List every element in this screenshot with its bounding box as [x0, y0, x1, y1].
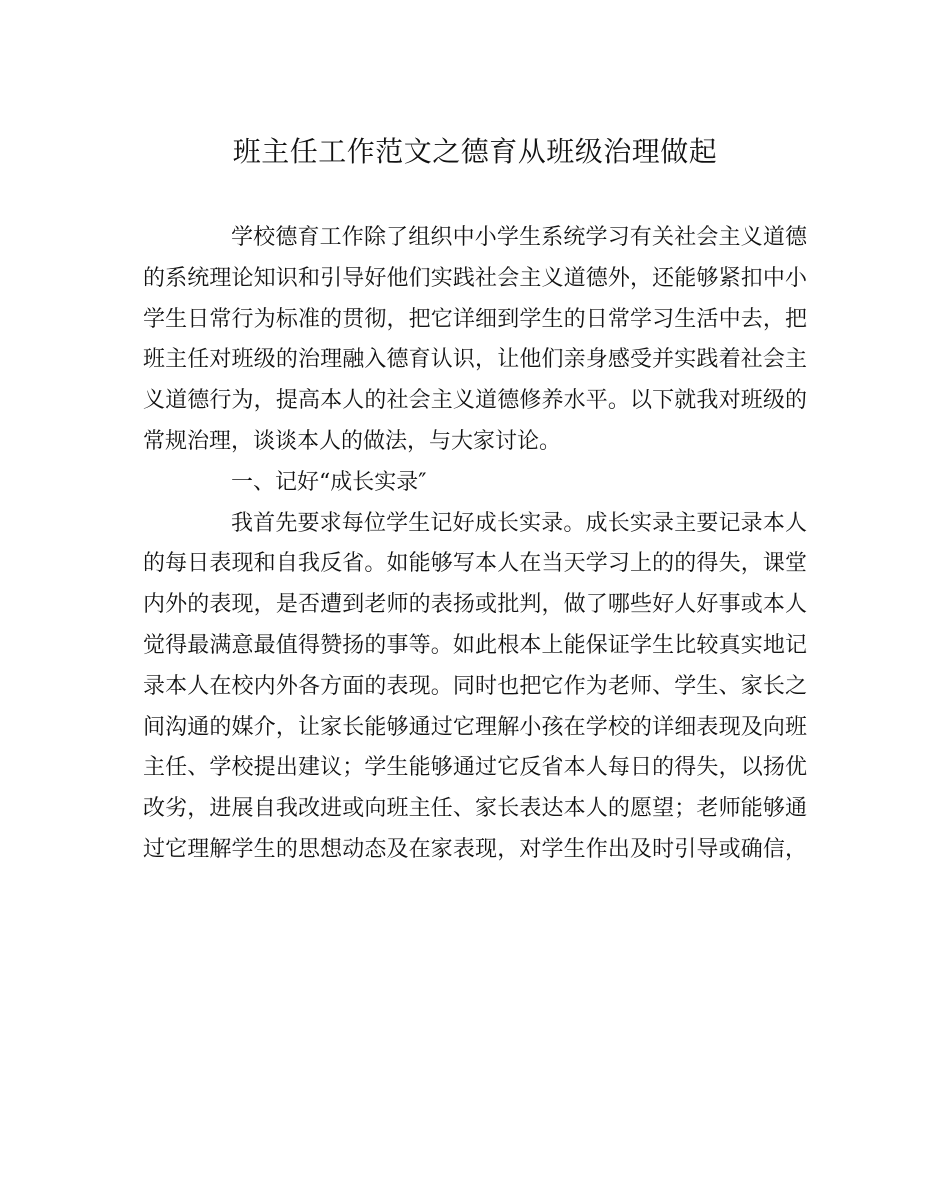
- paragraph-1-line-1: 学校德育工作除了组织中小学生系统学习有关社会主义道德: [231, 225, 807, 250]
- paragraph-2-line-8: 改劣，进展自我改进或向班主任、家长表达本人的愿望；老师能够通: [143, 796, 807, 822]
- paragraph-2-line-7: 主任、学校提出建议；学生能够通过它反省本人每日的得失，以扬优: [143, 755, 807, 781]
- paragraph-2-line-2: 的每日表现和自我反省。如能够写本人在当天学习上的的得失，课堂: [143, 551, 807, 577]
- paragraph-2-line-6: 间沟通的媒介，让家长能够通过它理解小孩在学校的详细表现及向班: [143, 714, 807, 740]
- paragraph-2-line-9: 过它理解学生的思想动态及在家表现，对学生作出及时引导或确信，: [143, 836, 807, 862]
- paragraph-2-line-3: 内外的表现，是否遭到老师的表扬或批判，做了哪些好人好事或本人: [143, 592, 807, 618]
- document-body: [143, 218, 807, 871]
- paragraph-1-line-3: 学生日常行为标准的贯彻，把它详细到学生的日常学习生活中去，把: [143, 306, 807, 332]
- document-title: 班主任工作范文之德育从班级治理做起: [232, 135, 718, 168]
- paragraph-1-line-5: 义道德行为，提高本人的社会主义道德修养水平。以下就我对班级的: [143, 388, 807, 414]
- paragraph-2-line-1: 我首先要求每位学生记好成长实录。成长实录主要记录本人: [231, 510, 807, 536]
- section-heading-1: 一、记好“成长实录″: [231, 469, 427, 495]
- paragraph-2-line-5: 录本人在校内外各方面的表现。同时也把它作为老师、学生、家长之: [143, 673, 807, 699]
- paragraph-1-line-6: 常规治理，谈谈本人的做法，与大家讨论。: [143, 428, 562, 454]
- paragraph-1-line-2: 的系统理论知识和引导好他们实践社会主义道德外，还能够紧扣中小: [143, 265, 807, 291]
- paragraph-1-line-4: 班主任对班级的治理融入德育认识，让他们亲身感受并实践着社会主: [143, 347, 807, 373]
- paragraph-2-line-4: 觉得最满意最值得赞扬的事等。如此根本上能保证学生比较真实地记: [143, 632, 807, 658]
